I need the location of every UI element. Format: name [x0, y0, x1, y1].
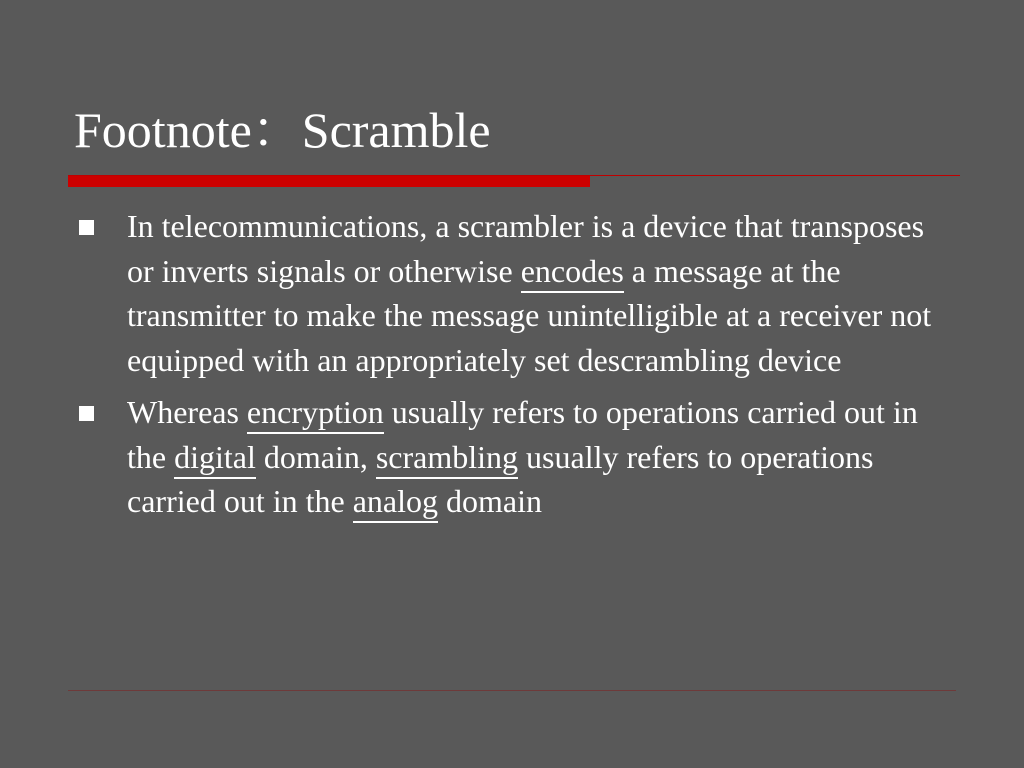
- text-span: usually refers to operations carried out in the: [127, 394, 918, 475]
- bullet-list: [76, 204, 956, 532]
- title-underline-thick: [68, 176, 590, 187]
- text-span: a message at the transmitter to make the message unintelligible at a receiver not equipped with an appropriately set descrambling device: [127, 252, 932, 378]
- bullet-item: [76, 390, 956, 524]
- link-analog[interactable]: analog: [353, 483, 438, 523]
- text-span: usually refers to operations carried out in the: [127, 438, 874, 519]
- text-span: Whereas: [127, 394, 247, 430]
- text-span: domain: [437, 483, 542, 519]
- square-bullet-icon: [79, 406, 94, 421]
- bullet-text: [127, 394, 918, 523]
- link-encryption[interactable]: encryption: [247, 394, 384, 434]
- text-span: In telecommunications, a scrambler is a device that transposes or inverts signals or otherwise: [127, 208, 925, 289]
- footer-divider: [68, 690, 956, 691]
- link-encodes[interactable]: encodes: [521, 253, 624, 293]
- link-scrambling[interactable]: scrambling: [376, 439, 518, 479]
- bullet-text: [127, 208, 931, 378]
- square-bullet-icon: [79, 220, 94, 235]
- slide-title: Footnote：Scramble: [74, 102, 491, 158]
- bullet-item: [76, 204, 956, 382]
- link-digital[interactable]: digital: [174, 439, 256, 479]
- text-span: domain,: [255, 438, 376, 475]
